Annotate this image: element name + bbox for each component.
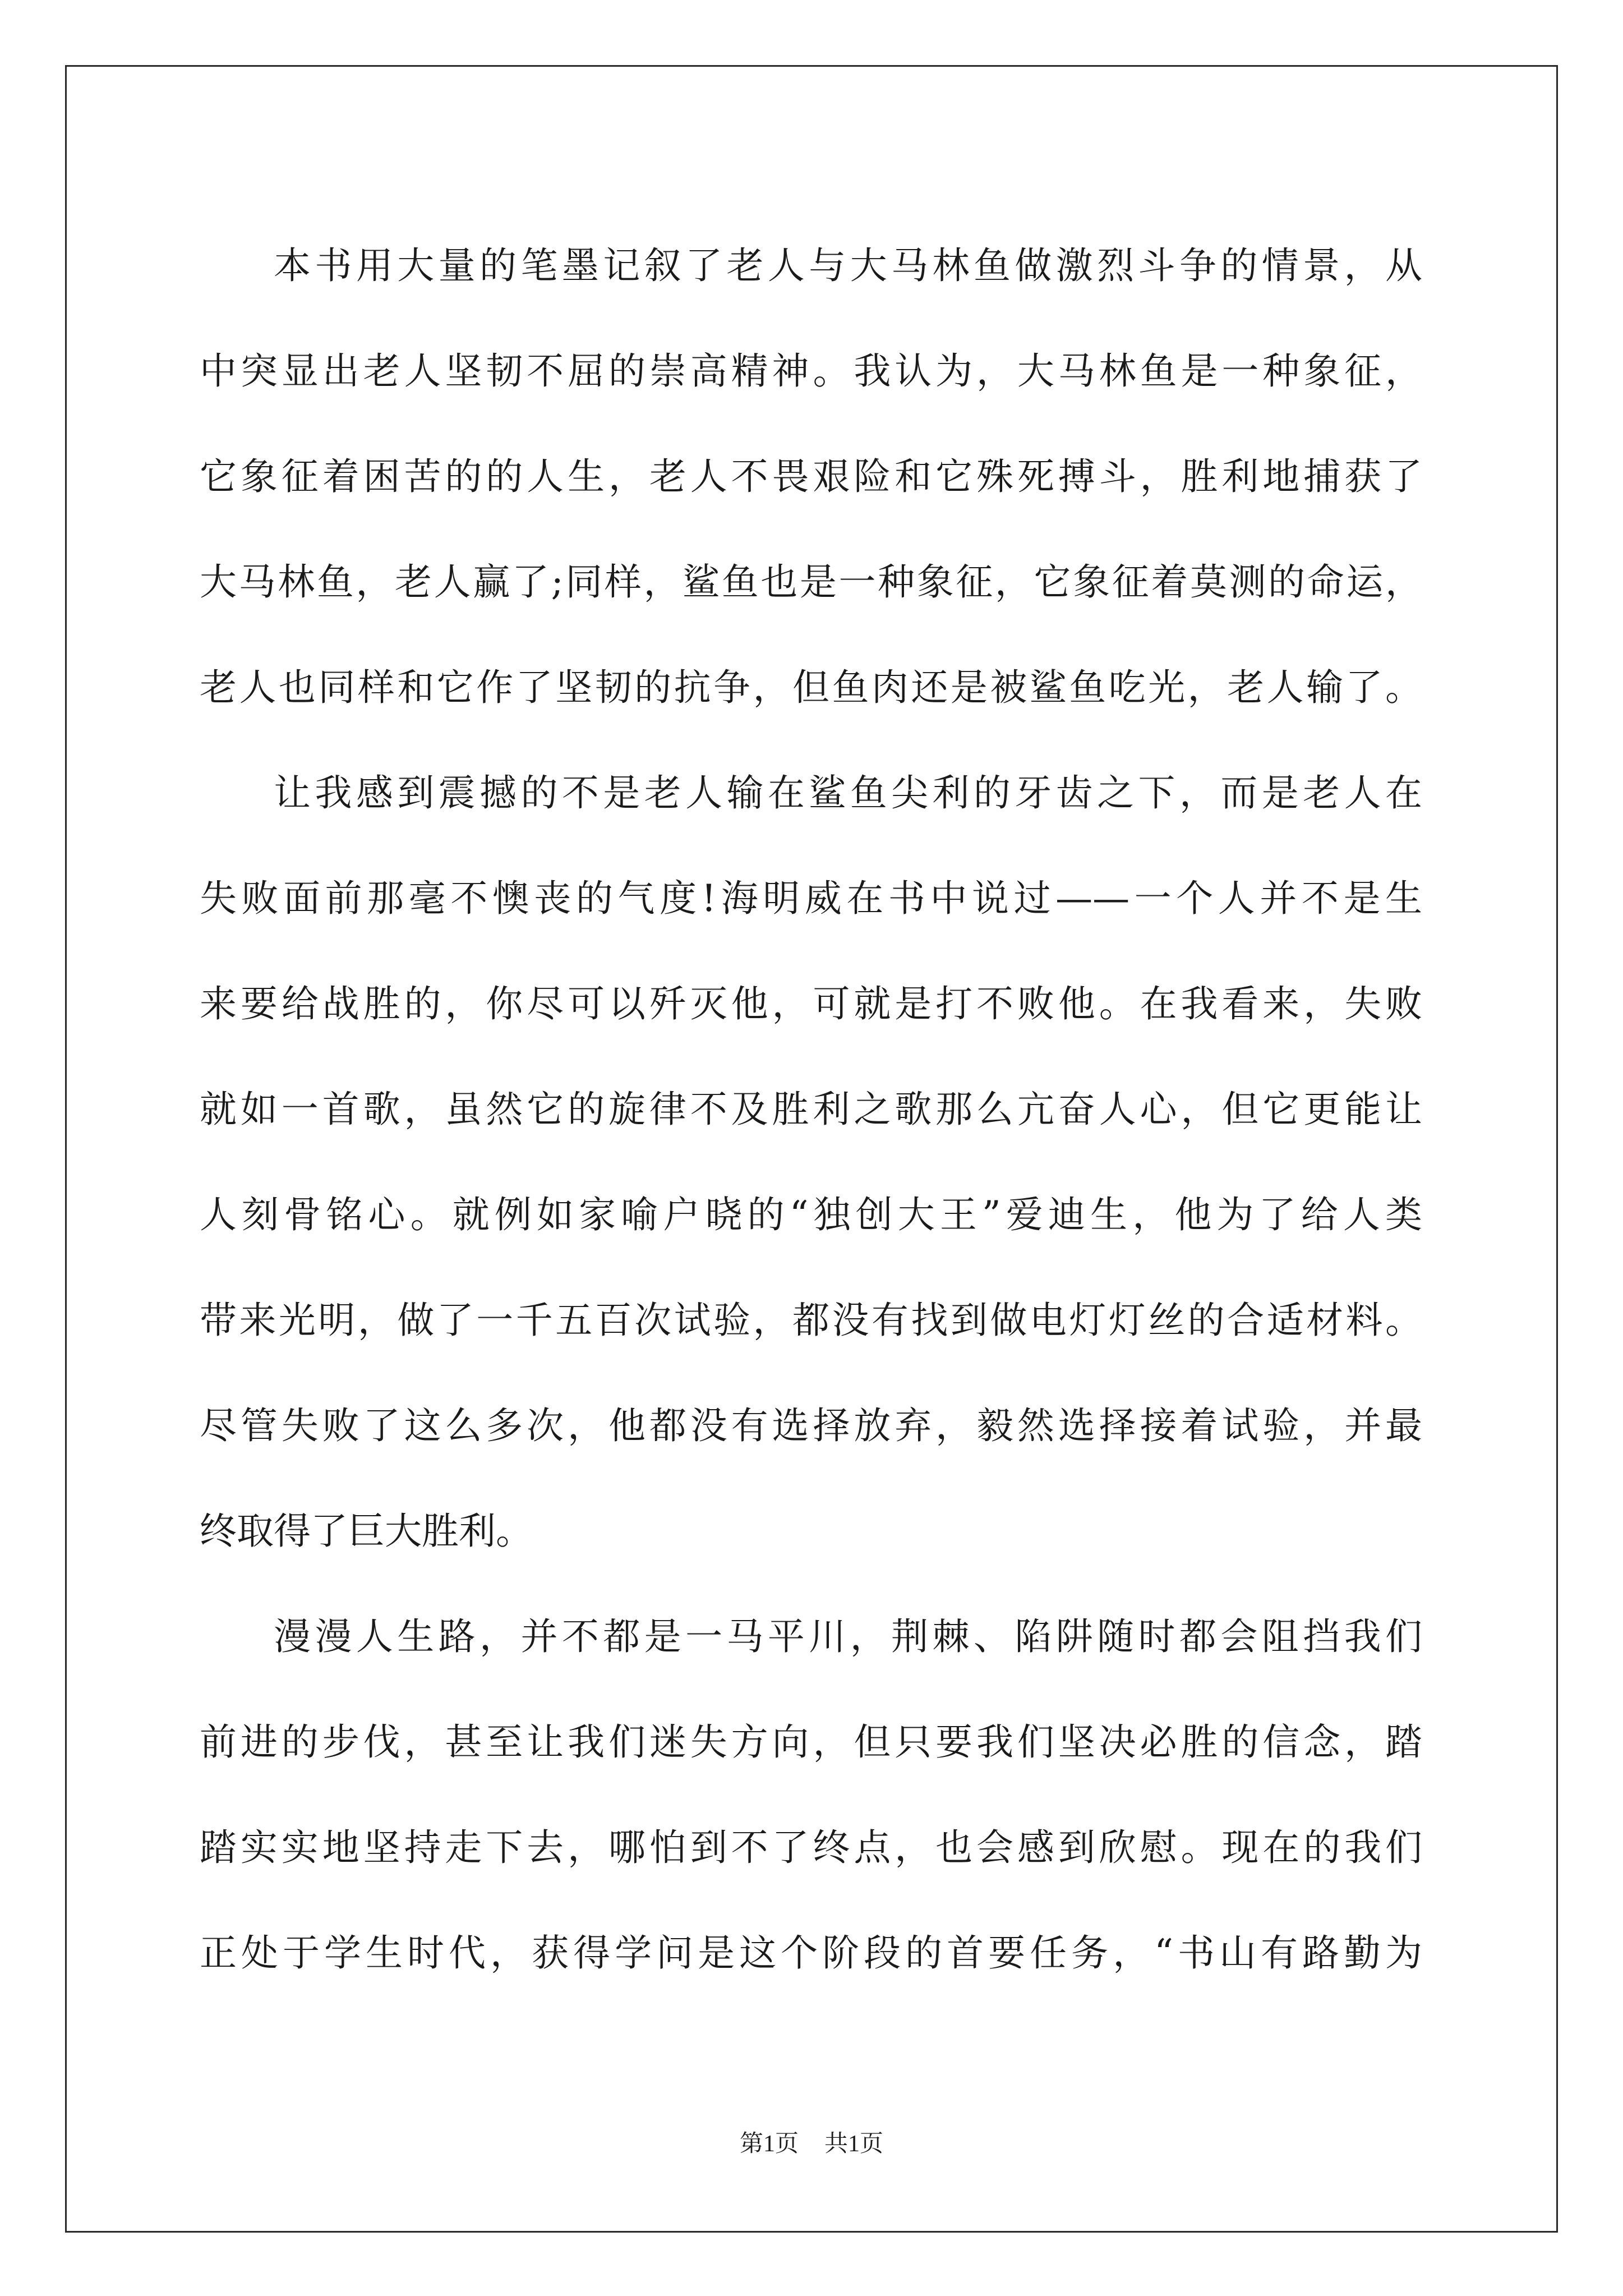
page-footer bbox=[0, 2127, 1623, 2161]
paragraph-2-line-8: 终取得了巨大胜利。 bbox=[200, 1510, 533, 1553]
page-number-label: 第1页 bbox=[739, 2131, 799, 2157]
paragraph-1-line-1: 本书用大量的笔墨记叙了老人与大马林鱼做激烈斗争的情景，从 bbox=[274, 244, 1422, 287]
paragraph-3-line-3: 踏实实地坚持走下去，哪怕到不了终点，也会感到欣慰。现在的我们 bbox=[200, 1826, 1422, 1869]
document-body bbox=[200, 213, 1422, 2006]
paragraph-1-line-4: 大马林鱼，老人赢了;同样，鲨鱼也是一种象征，它象征着莫测的命运， bbox=[200, 560, 1422, 604]
paragraph-2-line-5: 人刻骨铭心。就例如家喻户晓的“独创大王”爱迪生，他为了给人类 bbox=[200, 1193, 1422, 1236]
paragraph-1-line-3: 它象征着困苦的的人生，老人不畏艰险和它殊死搏斗，胜利地捕获了 bbox=[200, 455, 1422, 498]
paragraph-1-line-5: 老人也同样和它作了坚韧的抗争，但鱼肉还是被鲨鱼吃光，老人输了。 bbox=[200, 666, 1422, 709]
paragraph-3-line-4: 正处于学生时代，获得学问是这个阶段的首要任务，“书山有路勤为 bbox=[200, 1931, 1422, 1975]
paragraph-2-line-6: 带来光明，做了一千五百次试验，都没有找到做电灯灯丝的合适材料。 bbox=[200, 1299, 1422, 1342]
paragraph-2-line-1: 让我感到震撼的不是老人输在鲨鱼尖利的牙齿之下，而是老人在 bbox=[274, 771, 1422, 815]
paragraph-2-line-7: 尽管失败了这么多次，他都没有选择放弃，毅然选择接着试验，并最 bbox=[200, 1404, 1422, 1447]
paragraph-2-line-4: 就如一首歌，虽然它的旋律不及胜利之歌那么亢奋人心，但它更能让 bbox=[200, 1088, 1422, 1131]
paragraph-2-line-2: 失败面前那毫不懊丧的气度!海明威在书中说过——一个人并不是生 bbox=[200, 877, 1422, 920]
total-pages-label: 共1页 bbox=[824, 2131, 884, 2157]
paragraph-1-line-2: 中突显出老人坚韧不屈的崇高精神。我认为，大马林鱼是一种象征， bbox=[200, 349, 1422, 393]
paragraph-2-line-3: 来要给战胜的，你尽可以歼灭他，可就是打不败他。在我看来，失败 bbox=[200, 982, 1422, 1025]
paragraph-3-line-1: 漫漫人生路，并不都是一马平川，荆棘、陷阱随时都会阻挡我们 bbox=[274, 1615, 1422, 1658]
paragraph-3-line-2: 前进的步伐，甚至让我们迷失方向，但只要我们坚决必胜的信念，踏 bbox=[200, 1720, 1422, 1764]
